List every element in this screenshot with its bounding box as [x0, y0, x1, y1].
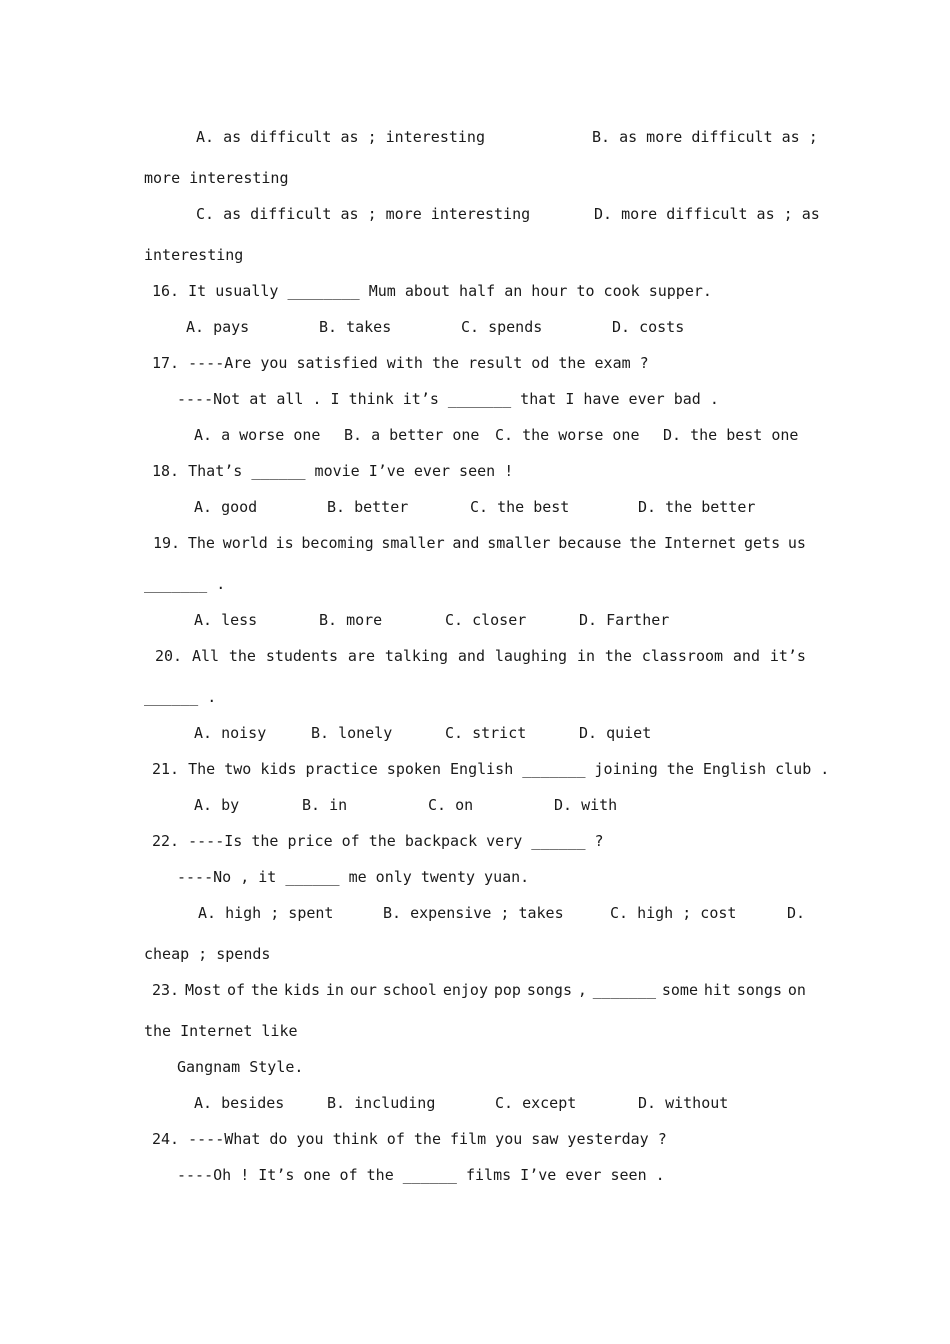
q16-stem: 16. It usually ________ Mum about half an hour to cook supper.: [152, 282, 712, 300]
q19-stem-continued: _______ .: [144, 575, 226, 593]
q24-reply: ----Oh ! It’s one of the ______ films I’ve ever seen .: [177, 1166, 665, 1184]
q23-option-b: B. including: [327, 1094, 436, 1112]
q15-option-c: C. as difficult as ; more interesting: [196, 205, 531, 223]
q20-stem: 20. All the students are talking and laughing in the classroom and it’s: [155, 647, 806, 665]
q15-option-b-continued: more interesting: [144, 169, 289, 187]
q23-option-d: D. without: [638, 1094, 729, 1112]
q17-reply: ----Not at all . I think it’s _______ that I have ever bad .: [177, 390, 719, 408]
q17-option-d: D. the best one: [663, 426, 799, 444]
q22-option-b: B. expensive ; takes: [383, 904, 564, 922]
q20-option-a: A. noisy: [194, 724, 267, 742]
q24-stem: 24. ----What do you think of the film you saw yesterday ?: [152, 1130, 667, 1148]
q17-option-a: A. a worse one: [194, 426, 321, 444]
q18-option-a: A. good: [194, 498, 258, 516]
q21-option-b: B. in: [302, 796, 348, 814]
q19-option-c: C. closer: [445, 611, 527, 629]
q20-option-c: C. strict: [445, 724, 527, 742]
q18-option-c: C. the best: [470, 498, 570, 516]
q23-stem: 23. Most of the kids in our school enjoy pop songs , _______ some hit songs on: [152, 981, 806, 999]
q16-option-a: A. pays: [186, 318, 250, 336]
q15-option-d-continued: interesting: [144, 246, 244, 264]
q23-stem-continued: the Internet like: [144, 1022, 298, 1040]
q22-option-d-continued: cheap ; spends: [144, 945, 271, 963]
q17-stem: 17. ----Are you satisfied with the result od the exam ?: [152, 354, 649, 372]
q22-stem: 22. ----Is the price of the backpack very ______ ?: [152, 832, 604, 850]
q16-option-b: B. takes: [319, 318, 392, 336]
q17-option-c: C. the worse one: [495, 426, 640, 444]
q22-reply: ----No , it ______ me only twenty yuan.: [177, 868, 530, 886]
q15-option-a: A. as difficult as ; interesting: [196, 128, 485, 146]
q15-option-b: B. as more difficult as ;: [592, 128, 818, 146]
q20-stem-continued: ______ .: [144, 688, 217, 706]
q23-option-c: C. except: [495, 1094, 577, 1112]
q18-stem: 18. That’s ______ movie I’ve ever seen !: [152, 462, 514, 480]
q21-option-d: D. with: [554, 796, 618, 814]
q19-option-b: B. more: [319, 611, 383, 629]
q19-option-a: A. less: [194, 611, 258, 629]
q15-option-d: D. more difficult as ; as: [594, 205, 820, 223]
q23-song-title: Gangnam Style.: [177, 1058, 304, 1076]
q16-option-c: C. spends: [461, 318, 543, 336]
q22-option-c: C. high ; cost: [610, 904, 737, 922]
q16-option-d: D. costs: [612, 318, 685, 336]
q20-option-b: B. lonely: [311, 724, 393, 742]
q19-stem: 19. The world is becoming smaller and smaller because the Internet gets us: [153, 534, 806, 552]
q20-option-d: D. quiet: [579, 724, 652, 742]
q22-option-a: A. high ; spent: [198, 904, 334, 922]
q21-option-a: A. by: [194, 796, 240, 814]
q19-option-d: D. Farther: [579, 611, 670, 629]
q23-option-a: A. besides: [194, 1094, 285, 1112]
q17-option-b: B. a better one: [344, 426, 480, 444]
q22-option-d: D.: [787, 904, 806, 922]
q21-option-c: C. on: [428, 796, 474, 814]
q21-stem: 21. The two kids practice spoken English _______ joining the English club .: [152, 760, 830, 778]
q18-option-b: B. better: [327, 498, 409, 516]
q18-option-d: D. the better: [638, 498, 756, 516]
